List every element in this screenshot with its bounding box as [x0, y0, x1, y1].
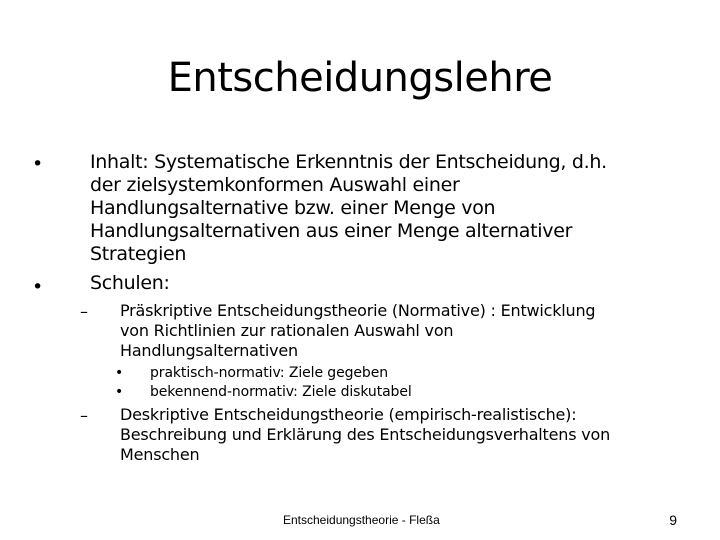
bullet-icon: • [115, 384, 124, 400]
text-line: von Richtlinien zur rationalen Auswahl von [120, 321, 454, 340]
bullet-icon: • [115, 365, 124, 381]
text-line: Inhalt: Systematische Erkenntnis der Entscheidung, d.h. [90, 151, 607, 173]
text-line: Handlungsalternativen [120, 341, 298, 360]
dash-icon: – [80, 302, 88, 321]
text-line: Handlungsalternative bzw. einer Menge von [90, 197, 496, 219]
text-line: Deskriptive Entscheidungstheorie (empirisch-realistische): [120, 405, 577, 424]
text-line: Schulen: [90, 272, 170, 294]
text-line: Beschreibung und Erklärung des Entscheidungsverhaltens von [120, 425, 611, 444]
text-line: Präskriptive Entscheidungstheorie (Normative) : Entwicklung [120, 301, 596, 320]
dash-icon: – [80, 406, 88, 425]
text-line: Strategien [90, 243, 187, 265]
subsubbullet-praktisch: praktisch-normativ: Ziele gegeben [150, 365, 388, 381]
subsubbullet-bekennend: bekennend-normativ: Ziele diskutabel [150, 384, 412, 400]
footer-text: Entscheidungstheorie - Fleßa [283, 513, 440, 527]
page-number: 9 [669, 512, 677, 528]
text-line: Menschen [120, 445, 200, 464]
slide-title: Entscheidungslehre [167, 55, 553, 101]
text-line: Handlungsalternativen aus einer Menge alternativer [90, 220, 573, 242]
bullet-icon: • [32, 153, 44, 175]
bullet-icon: • [32, 276, 44, 298]
text-line: der zielsystemkonformen Auswahl einer [90, 174, 460, 196]
